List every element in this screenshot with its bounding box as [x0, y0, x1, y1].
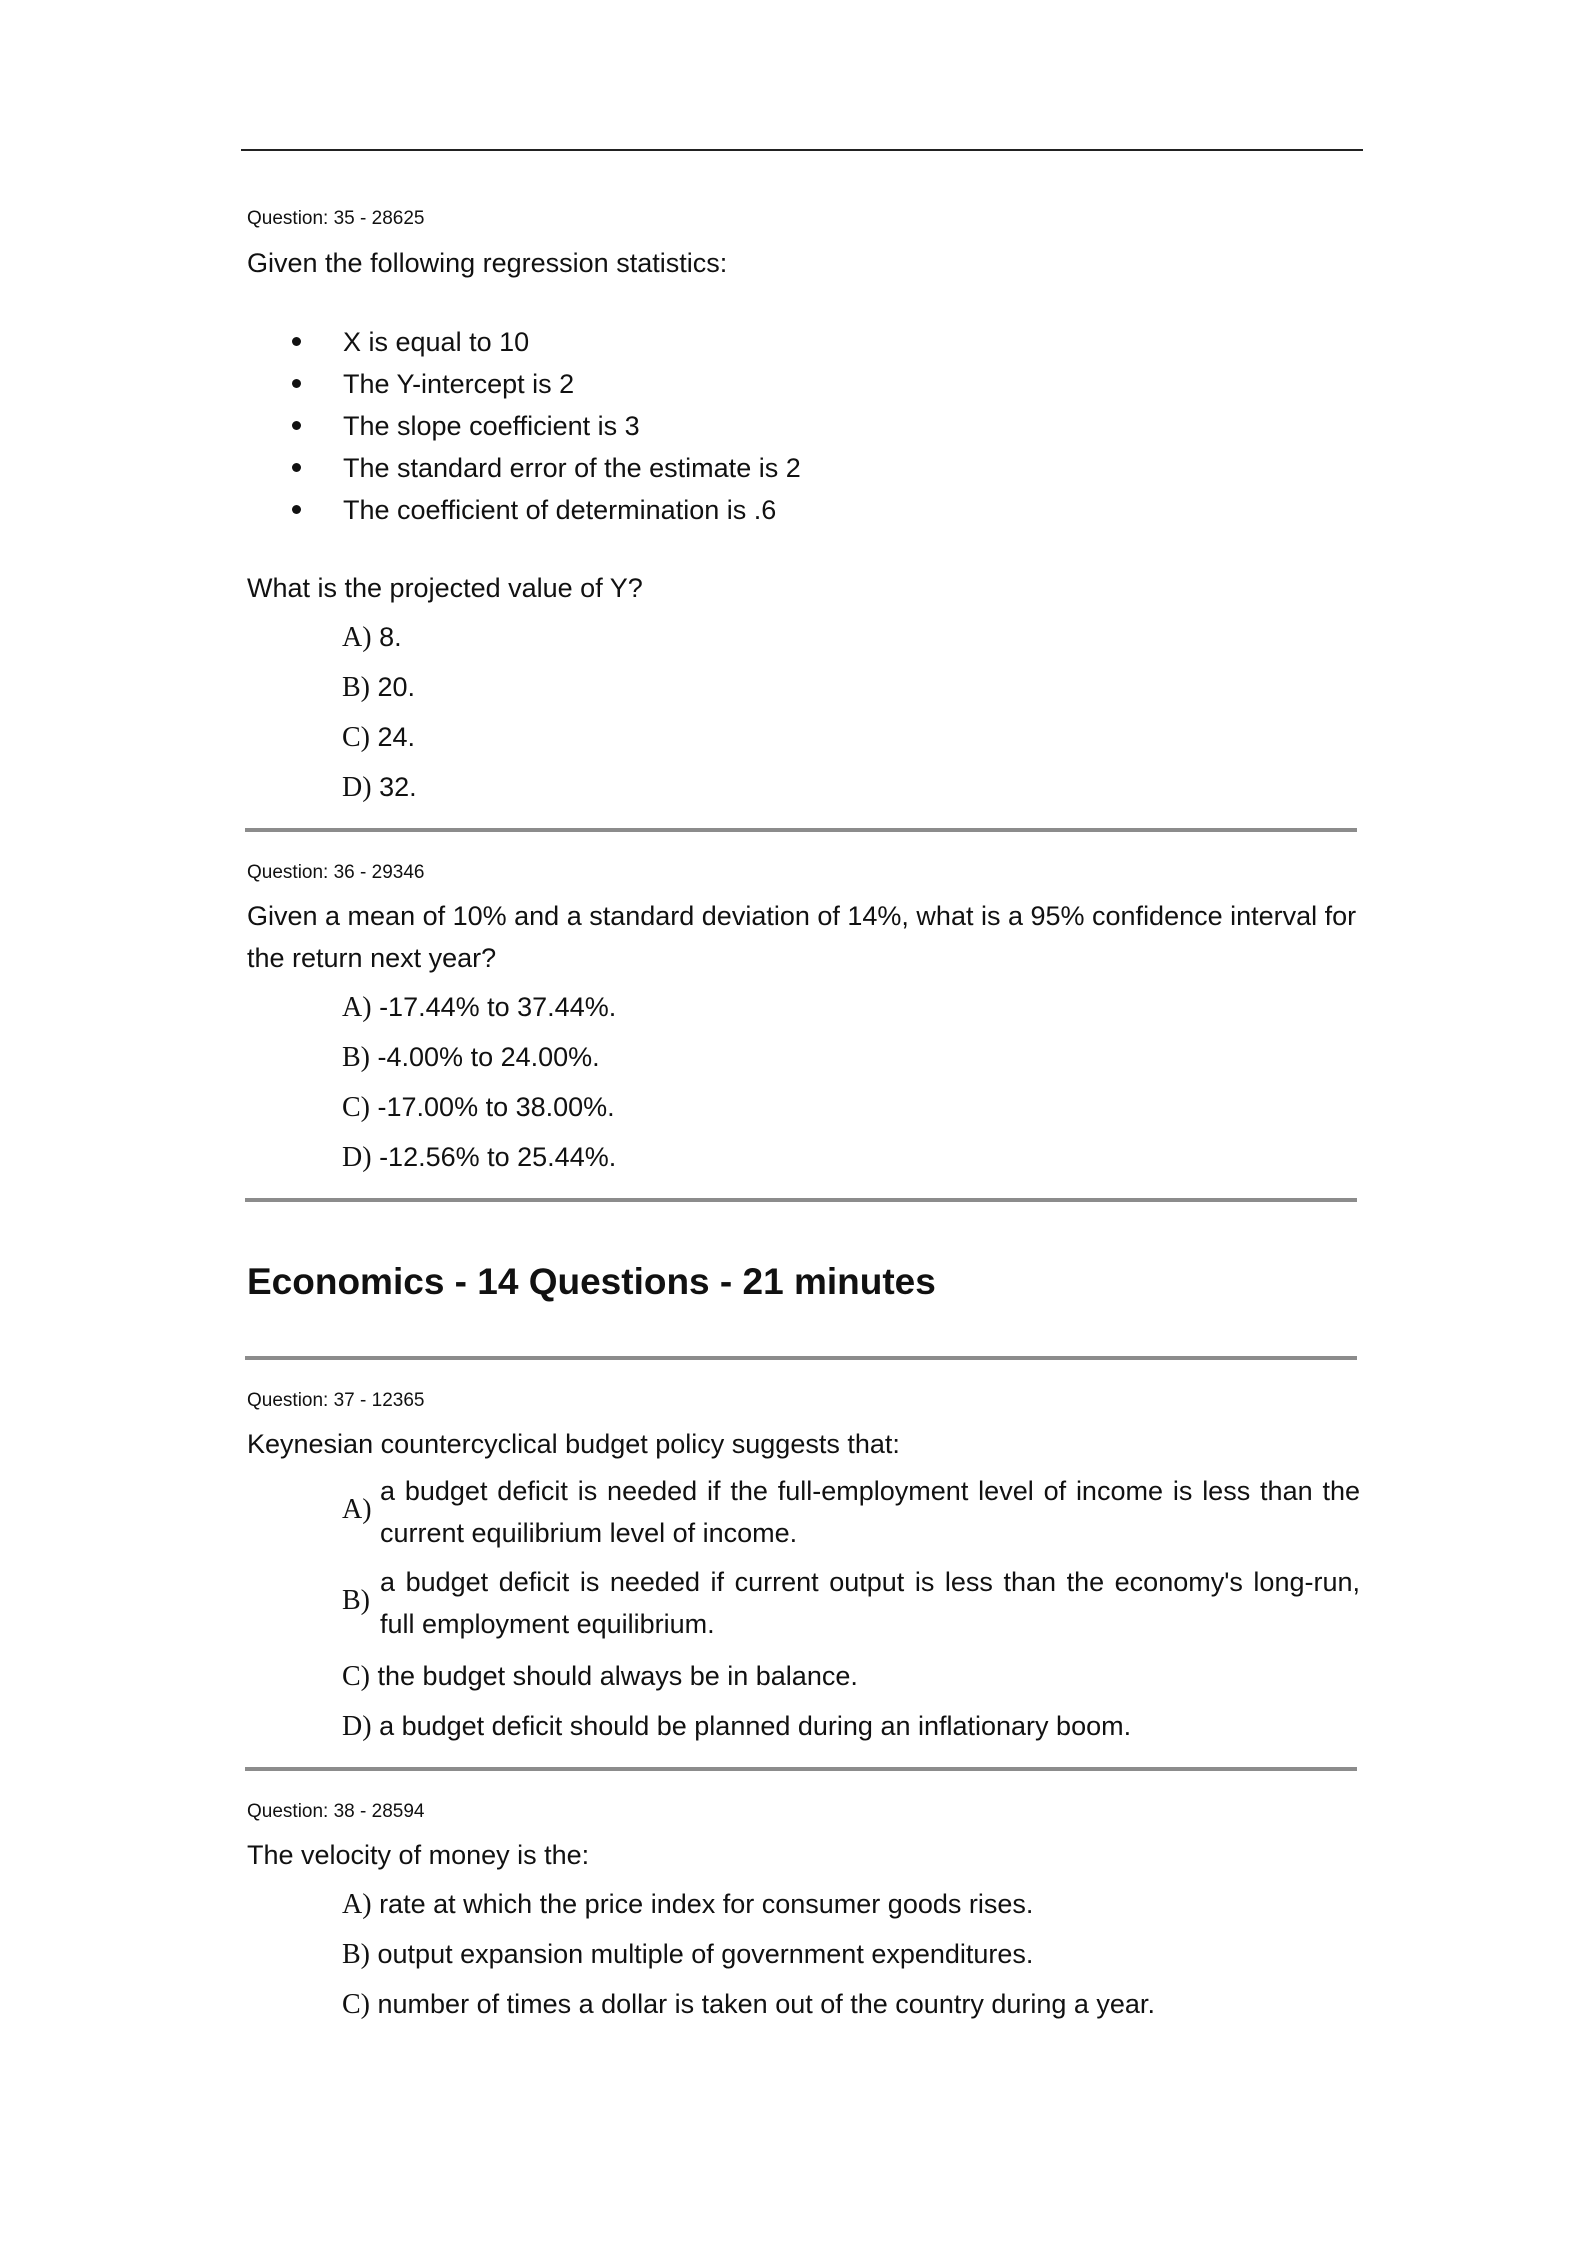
question-id: Question: 37 - 12365 [247, 1390, 425, 1411]
question-id: Question: 35 - 28625 [247, 208, 425, 229]
answer-option-b[interactable] [342, 670, 415, 705]
option-letter: B) [342, 1939, 370, 1970]
answer-option-b[interactable] [342, 1561, 1360, 1645]
bullet-icon [292, 379, 301, 388]
option-letter: D) [342, 772, 372, 803]
list-item [292, 451, 801, 485]
option-text: the budget should always be in balance. [377, 1661, 858, 1691]
section-divider [245, 1356, 1357, 1360]
question-id: Question: 36 - 29346 [247, 862, 425, 883]
bullet-icon [292, 421, 301, 430]
bullet-icon [292, 505, 301, 514]
option-text: a budget deficit is needed if current output is less than the economy's long-run, full employment equilibrium. [380, 1567, 1360, 1639]
answer-option-a[interactable] [342, 1470, 1360, 1554]
answer-option-b[interactable] [342, 1040, 600, 1075]
option-text: output expansion multiple of government expenditures. [377, 1939, 1034, 1969]
option-letter: C) [342, 1661, 370, 1692]
question-prompt: The velocity of money is the: [247, 1840, 590, 1870]
option-text: 8. [379, 622, 402, 652]
answer-option-d[interactable] [342, 1140, 616, 1175]
list-item-text: The standard error of the estimate is 2 [343, 453, 801, 483]
question-prompt: Given the following regression statistics: [247, 248, 728, 278]
list-item [292, 493, 777, 527]
option-letter: B) [342, 672, 370, 703]
question-divider [245, 828, 1357, 832]
answer-option-a[interactable] [342, 620, 402, 655]
option-letter: C) [342, 1092, 370, 1123]
option-text: -17.44% to 37.44%. [379, 992, 617, 1022]
option-letter: D) [342, 1711, 372, 1742]
answer-option-c[interactable] [342, 720, 415, 755]
option-text: -17.00% to 38.00%. [377, 1092, 615, 1122]
option-text: 20. [377, 672, 416, 702]
option-letter: B) [342, 1585, 370, 1616]
bullet-icon [292, 463, 301, 472]
option-letter: A) [342, 992, 372, 1023]
question-follow-up: What is the projected value of Y? [247, 573, 643, 603]
question-prompt: Keynesian countercyclical budget policy suggests that: [247, 1429, 900, 1459]
answer-option-b[interactable] [342, 1937, 1033, 1972]
list-item-text: X is equal to 10 [343, 327, 530, 357]
question-divider [245, 1767, 1357, 1771]
question-id: Question: 38 - 28594 [247, 1801, 425, 1822]
option-letter: B) [342, 1042, 370, 1073]
list-item-text: The slope coefficient is 3 [343, 411, 640, 441]
option-letter: C) [342, 722, 370, 753]
answer-option-d[interactable] [342, 770, 417, 805]
answer-option-a[interactable] [342, 1887, 1033, 1922]
bullet-icon [292, 337, 301, 346]
option-text: -4.00% to 24.00%. [377, 1042, 600, 1072]
option-text: 24. [377, 722, 416, 752]
option-letter: C) [342, 1989, 370, 2020]
option-text: number of times a dollar is taken out of the country during a year. [377, 1989, 1155, 2019]
list-item-text: The Y-intercept is 2 [343, 369, 575, 399]
question-divider [245, 1198, 1357, 1202]
option-letter: A) [342, 622, 372, 653]
option-text: a budget deficit is needed if the full-employment level of income is less than the current equilibrium level of income. [380, 1476, 1360, 1548]
answer-option-c[interactable] [342, 1659, 858, 1694]
list-item [292, 367, 575, 401]
option-letter: D) [342, 1142, 372, 1173]
option-text: rate at which the price index for consumer goods rises. [379, 1889, 1034, 1919]
answer-option-d[interactable] [342, 1709, 1131, 1744]
list-item-text: The coefficient of determination is .6 [343, 495, 777, 525]
question-prompt-line-1: Given a mean of 10% and a standard deviation of 14%, what is a 95% confidence interval for [247, 901, 1357, 931]
option-letter: A) [342, 1889, 372, 1920]
section-title: Economics - 14 Questions - 21 minutes [247, 1261, 936, 1302]
option-letter: A) [342, 1494, 372, 1525]
list-item [292, 409, 640, 443]
answer-option-a[interactable] [342, 990, 616, 1025]
option-text: a budget deficit should be planned during an inflationary boom. [379, 1711, 1132, 1741]
option-text: -12.56% to 25.44%. [379, 1142, 617, 1172]
option-text: 32. [379, 772, 417, 802]
top-divider [241, 149, 1363, 151]
answer-option-c[interactable] [342, 1090, 615, 1125]
question-prompt-line-2: the return next year? [247, 943, 497, 973]
answer-option-c[interactable] [342, 1987, 1155, 2022]
list-item [292, 325, 530, 359]
